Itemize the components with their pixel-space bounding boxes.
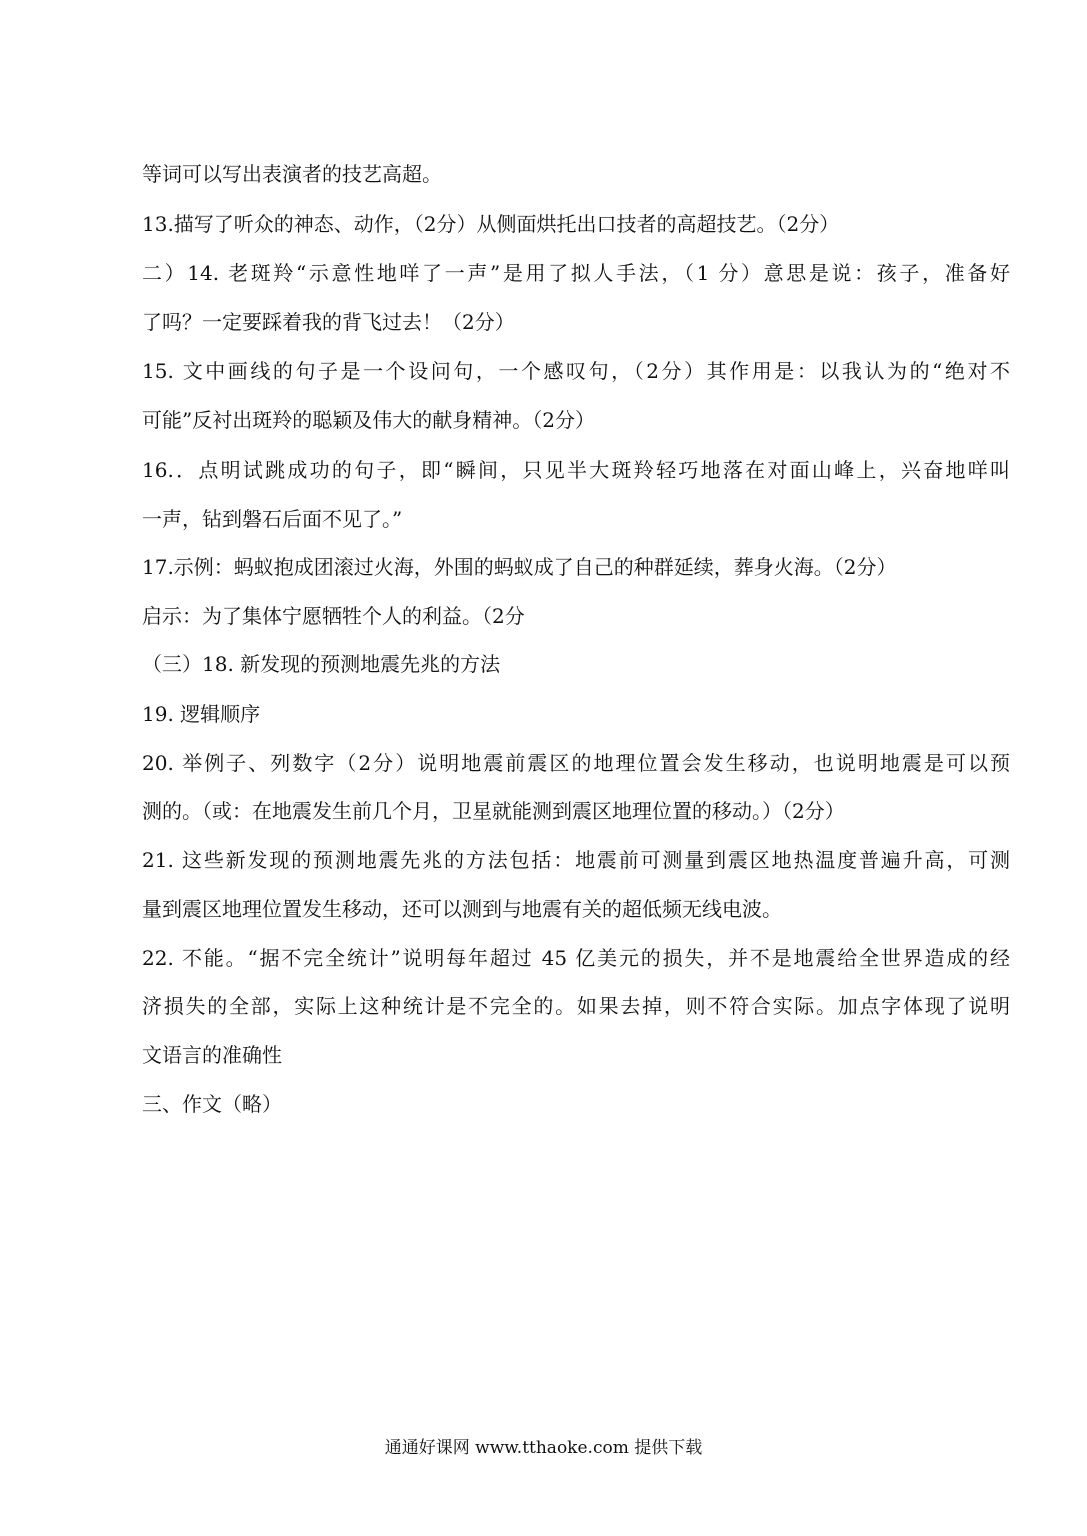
answer-22-line-1: 22. 不能。“据不完全统计”说明每年超过 45 亿美元的损失，并不是地震给全世界造成的经	[142, 946, 1010, 970]
answer-21-line-1: 21. 这些新发现的预测地震先兆的方法包括：地震前可测量到震区地热温度普遍升高，可测	[142, 848, 1010, 872]
answer-16-line-2: 一声，钻到磐石后面不见了。”	[142, 507, 403, 531]
answer-22-line-3: 文语言的准确性	[142, 1043, 282, 1067]
answer-line-12-cont: 等词可以写出表演者的技艺高超。	[142, 162, 442, 186]
section-3-essay: 三、作文（略）	[142, 1092, 282, 1116]
page-footer: 通通好课网 www.tthaoke.com 提供下载	[384, 1438, 703, 1458]
answer-15-line-2: 可能”反衬出斑羚的聪颖及伟大的献身精神。（2分）	[142, 408, 595, 432]
answer-18: （三）18. 新发现的预测地震先兆的方法	[142, 652, 501, 676]
answer-15-line-1: 15. 文中画线的句子是一个设问句，一个感叹句，（2分）其作用是：以我认为的“绝对不	[142, 359, 1010, 383]
answer-14-line-2: 了吗？一定要踩着我的背飞过去！（2分）	[142, 310, 515, 334]
answer-21-line-2: 量到震区地理位置发生移动，还可以测到与地震有关的超低频无线电波。	[142, 897, 782, 921]
answer-17: 17.示例：蚂蚁抱成团滚过火海，外围的蚂蚁成了自己的种群延续，葬身火海。（2分）	[142, 555, 897, 579]
answer-22-line-2: 济损失的全部，实际上这种统计是不完全的。如果去掉，则不符合实际。加点字体现了说明	[142, 994, 1010, 1018]
answer-13: 13.描写了听众的神态、动作，（2分）从侧面烘托出口技者的高超技艺。（2分）	[142, 212, 840, 236]
answer-14-line-1: 二）14. 老斑羚“示意性地咩了一声”是用了拟人手法，（1 分）意思是说：孩子，准备好	[142, 261, 1010, 285]
answer-17-insight: 启示：为了集体宁愿牺牲个人的利益。（2分	[142, 604, 525, 628]
answer-20-line-2: 测的。（或：在地震发生前几个月，卫星就能测到震区地理位置的移动。）（2分）	[142, 799, 845, 823]
answer-20-line-1: 20. 举例子、列数字（2分）说明地震前震区的地理位置会发生移动，也说明地震是可以预	[142, 751, 1010, 775]
answer-19: 19. 逻辑顺序	[142, 702, 261, 726]
answer-16-line-1: 16.．点明试跳成功的句子，即“瞬间，只见半大斑羚轻巧地落在对面山峰上，兴奋地咩叫	[142, 458, 1010, 482]
